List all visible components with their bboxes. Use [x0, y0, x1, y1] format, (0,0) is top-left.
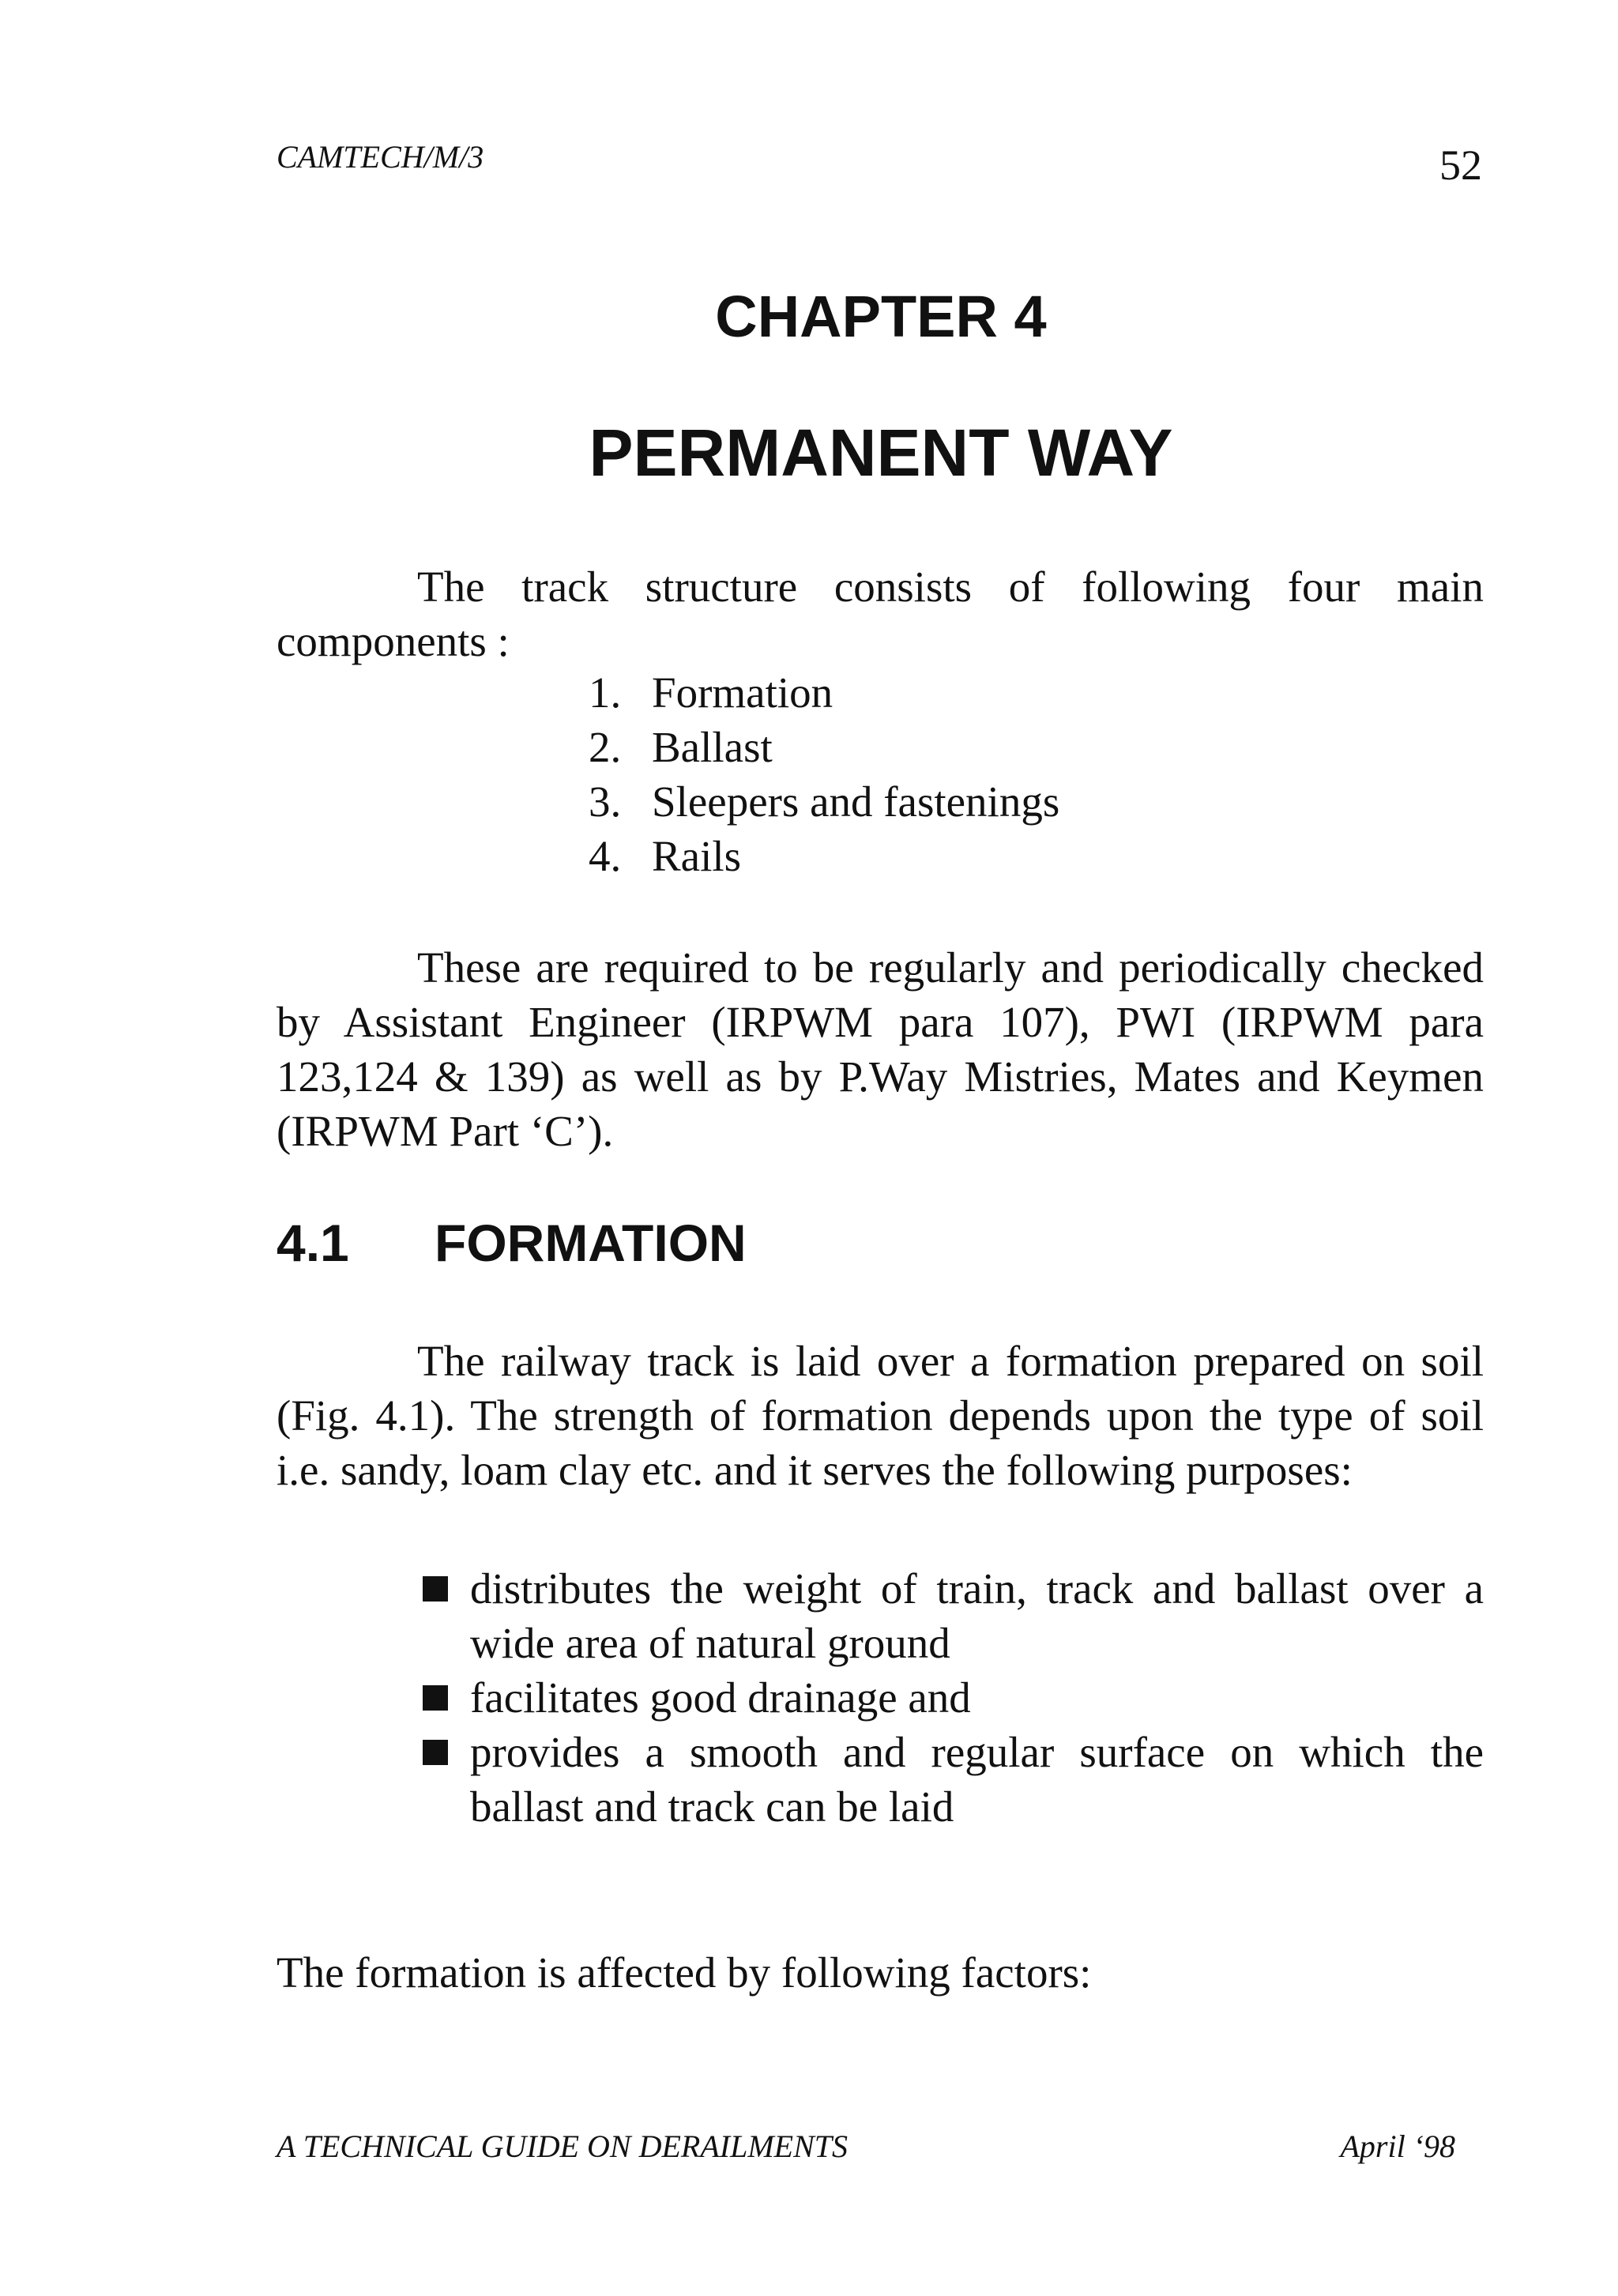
list-item [589, 829, 1059, 883]
list-item-label: Formation [652, 668, 833, 717]
section-title: FORMATION [435, 1214, 747, 1272]
list-item [589, 665, 1059, 720]
page-number: 52 [1439, 141, 1482, 189]
running-head: CAMTECH/M/3 [277, 139, 484, 175]
footer-title: A TECHNICAL GUIDE ON DERAILMENTS [277, 2129, 849, 2164]
footer-date: April ‘98 [1340, 2129, 1455, 2164]
list-item-number: 1. [589, 668, 622, 717]
list-item [589, 774, 1059, 829]
list-item [419, 1670, 1484, 1725]
list-item-number: 2. [589, 723, 622, 771]
list-item-text: distributes the weight of train, track and ballast over a wide area of natural ground [470, 1564, 1484, 1667]
bullet-square-icon [423, 1576, 448, 1602]
list-item-text: provides a smooth and regular surface on which the ballast and track can be laid [470, 1728, 1484, 1831]
main-title: PERMANENT WAY [589, 416, 1173, 490]
formation-paragraph: The railway track is laid over a formation prepared on soil (Fig. 4.1). The strength of formation depends upon the type of soil i.e. sandy, loam clay etc. and it serves the following purposes: [277, 1337, 1484, 1494]
list-item-label: Rails [652, 832, 742, 880]
intro-paragraph: The track structure consists of following four main components : [277, 563, 1484, 665]
factors-line: The formation is affected by following factors: [277, 1948, 1092, 1997]
list-item-number: 4. [589, 832, 622, 880]
bullet-square-icon [423, 1740, 448, 1765]
list-item [589, 720, 1059, 774]
purposes-list [419, 1561, 1484, 1834]
section-number: 4.1 [277, 1214, 349, 1272]
section-heading [277, 1213, 747, 1273]
bullet-square-icon [423, 1685, 448, 1711]
list-item-number: 3. [589, 777, 622, 826]
list-item [419, 1725, 1484, 1834]
list-item-label: Ballast [652, 723, 773, 771]
list-item-label: Sleepers and fastenings [652, 777, 1060, 826]
list-item-text: facilitates good drainage and [470, 1673, 971, 1722]
components-list [589, 665, 1059, 883]
chapter-title: CHAPTER 4 [715, 284, 1047, 349]
checks-paragraph: These are required to be regularly and periodically checked by Assistant Engineer (IRPWM para 107), PWI (IRPWM para 123,124 & 139) as well as by P.Way Mistries, Mates and Keymen (IRPWM Part ‘C’). [277, 943, 1484, 1155]
list-item [419, 1561, 1484, 1670]
